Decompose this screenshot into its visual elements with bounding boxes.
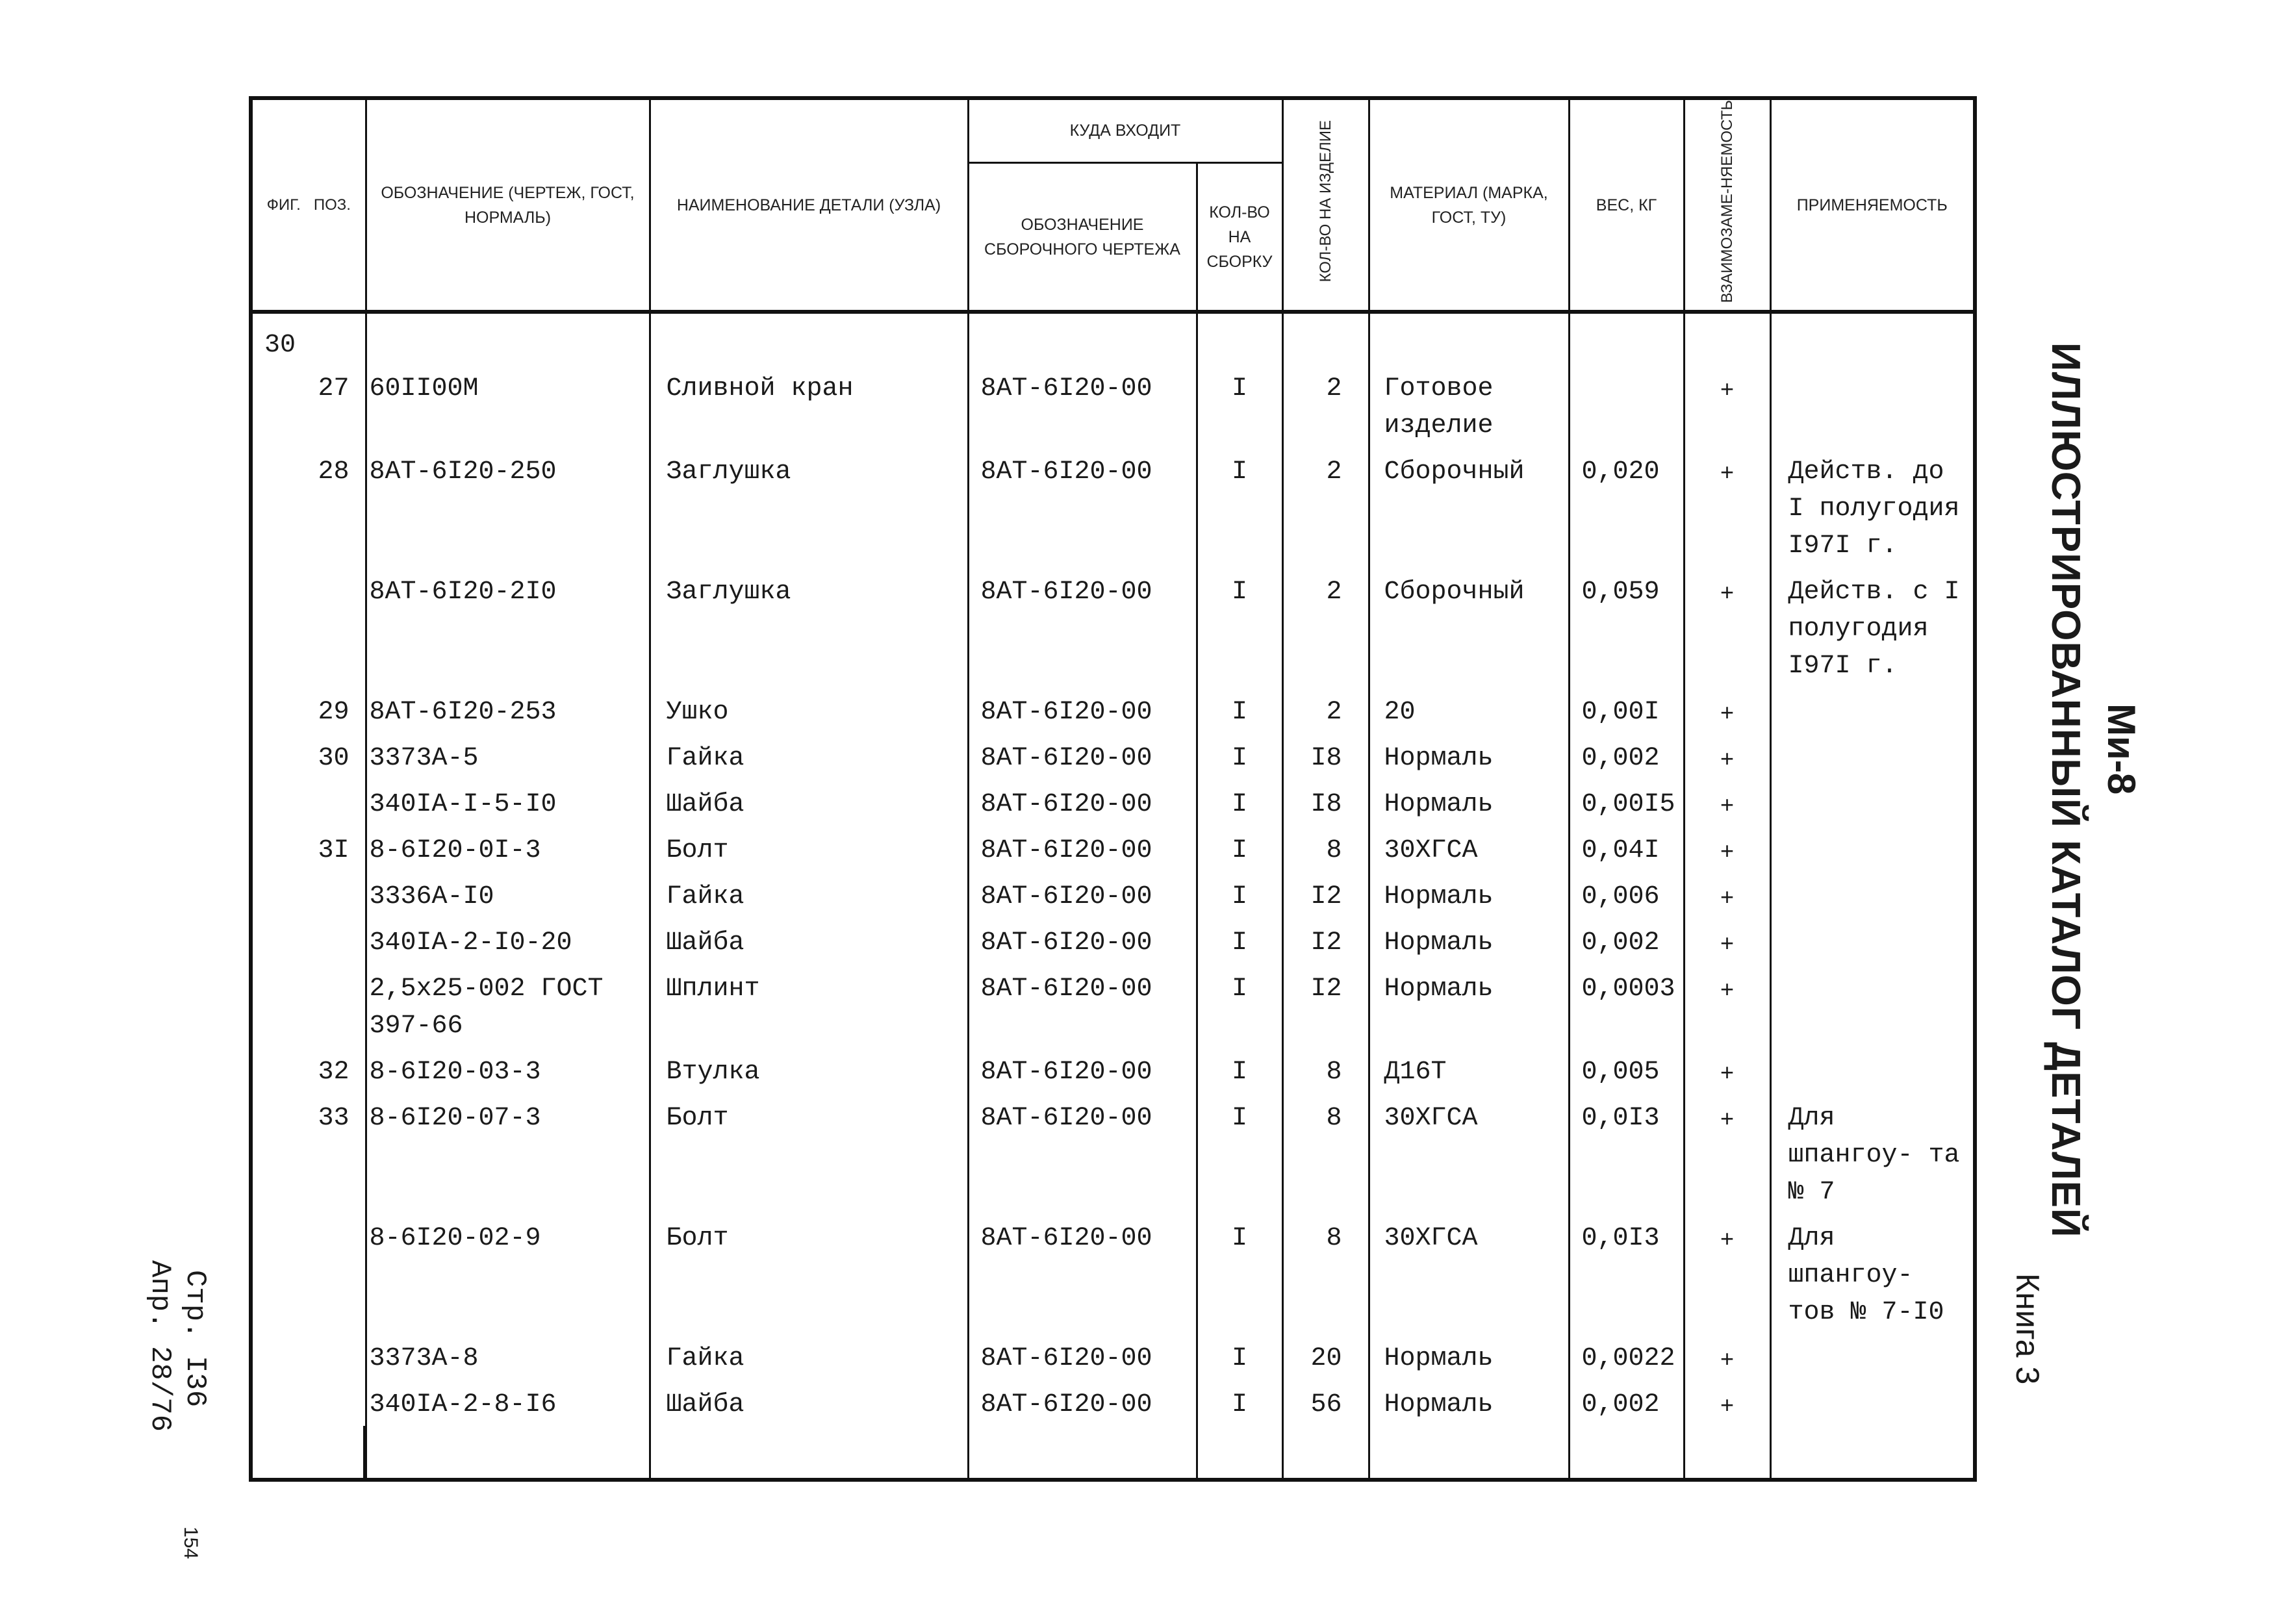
qty-assembly-cell: I: [1197, 1093, 1282, 1213]
qty-product-cell: 8: [1282, 826, 1369, 872]
applicability-cell: [1770, 1047, 1975, 1093]
material-cell: Нормаль: [1369, 918, 1569, 964]
interchange-cell: +: [1684, 872, 1770, 918]
qty-product-cell: I2: [1282, 918, 1369, 964]
weight-cell: [1569, 364, 1684, 447]
table-row: [251, 826, 1975, 872]
table-row: [251, 687, 1975, 733]
interchange-cell: +: [1684, 1093, 1770, 1213]
header-material: МАТЕРИАЛ (МАРКА, ГОСТ, ТУ): [1369, 98, 1569, 312]
applicability-cell: Действ. с I полугодия I97I г.: [1770, 567, 1975, 687]
designation-cell: 8-6I20-03-3: [366, 1047, 650, 1093]
applicability-cell: [1770, 733, 1975, 780]
qty-product-cell: 8: [1282, 1093, 1369, 1213]
qty-product-cell: 2: [1282, 447, 1369, 567]
qty-assembly-cell: I: [1197, 567, 1282, 687]
header-fig-pos: [251, 98, 366, 312]
weight-cell: 0,00I: [1569, 687, 1684, 733]
qty-assembly-cell: I: [1197, 1047, 1282, 1093]
qty-assembly-cell: I: [1197, 733, 1282, 780]
material-cell: Нормаль: [1369, 1380, 1569, 1426]
material-cell: Готовое изделие: [1369, 364, 1569, 447]
weight-cell: 0,0022: [1569, 1334, 1684, 1380]
interchange-cell: +: [1684, 780, 1770, 826]
assembly-drawing-cell: 8AT-6I20-00: [968, 964, 1197, 1047]
interchange-cell: +: [1684, 1213, 1770, 1334]
applicability-cell: [1770, 687, 1975, 733]
weight-cell: 0,005: [1569, 1047, 1684, 1093]
interchange-cell: +: [1684, 1047, 1770, 1093]
name-cell: Шайба: [650, 780, 968, 826]
material-cell: Сборочный: [1369, 447, 1569, 567]
assembly-drawing-cell: 8AT-6I20-00: [968, 780, 1197, 826]
position-cell: 28: [251, 447, 366, 567]
qty-product-cell: 56: [1282, 1380, 1369, 1426]
name-cell: Заглушка: [650, 567, 968, 687]
designation-cell: 8AT-6I20-253: [366, 687, 650, 733]
position-cell: [251, 567, 366, 687]
applicability-cell: [1770, 964, 1975, 1047]
book-number: Книга 3: [2009, 1273, 2046, 1385]
qty-product-cell: 2: [1282, 364, 1369, 447]
header-weight: ВЕС, КГ: [1569, 98, 1684, 312]
assembly-drawing-cell: 8AT-6I20-00: [968, 733, 1197, 780]
table-row: [251, 1213, 1975, 1334]
header-qty-product: [1282, 98, 1369, 312]
position-cell: [251, 964, 366, 1047]
material-cell: Нормаль: [1369, 1334, 1569, 1380]
interchange-cell: +: [1684, 567, 1770, 687]
material-cell: 30ХГСА: [1369, 1213, 1569, 1334]
weight-cell: 0,002: [1569, 1380, 1684, 1426]
interchange-cell: +: [1684, 918, 1770, 964]
weight-cell: 0,020: [1569, 447, 1684, 567]
table-row: [251, 872, 1975, 918]
interchange-cell: +: [1684, 364, 1770, 447]
interchange-cell: +: [1684, 826, 1770, 872]
name-cell: Сливной кран: [650, 364, 968, 447]
material-cell: Нормаль: [1369, 780, 1569, 826]
table-row: [251, 364, 1975, 447]
table-row: [251, 447, 1975, 567]
name-cell: Болт: [650, 1093, 968, 1213]
parts-catalog-table: [249, 96, 1977, 1482]
header-interchange: [1684, 98, 1770, 312]
position-cell: [251, 918, 366, 964]
assembly-drawing-cell: 8AT-6I20-00: [968, 364, 1197, 447]
header-designation: ОБОЗНАЧЕНИЕ (ЧЕРТЕЖ, ГОСТ, НОРМАЛЬ): [366, 98, 650, 312]
applicability-cell: [1770, 872, 1975, 918]
designation-cell: 8-6I20-0I-3: [366, 826, 650, 872]
qty-assembly-cell: I: [1197, 364, 1282, 447]
interchange-cell: +: [1684, 1334, 1770, 1380]
table-row: [251, 964, 1975, 1047]
weight-cell: 0,002: [1569, 733, 1684, 780]
assembly-drawing-cell: 8AT-6I20-00: [968, 1213, 1197, 1334]
fig-row: [251, 312, 1975, 364]
name-cell: Шайба: [650, 918, 968, 964]
qty-product-cell: 2: [1282, 687, 1369, 733]
name-cell: Шайба: [650, 1380, 968, 1426]
weight-cell: 0,04I: [1569, 826, 1684, 872]
material-cell: 30ХГСА: [1369, 826, 1569, 872]
qty-assembly-cell: I: [1197, 872, 1282, 918]
designation-cell: 340IA-2-I0-20: [366, 918, 650, 964]
name-cell: Гайка: [650, 733, 968, 780]
qty-product-cell: 2: [1282, 567, 1369, 687]
name-cell: Гайка: [650, 1334, 968, 1380]
weight-cell: 0,0I3: [1569, 1213, 1684, 1334]
position-cell: [251, 780, 366, 826]
weight-cell: 0,0003: [1569, 964, 1684, 1047]
position-cell: 3I: [251, 826, 366, 872]
header-name: НАИМЕНОВАНИЕ ДЕТАЛИ (УЗЛА): [650, 98, 968, 312]
header-pos: ПОЗ.: [313, 196, 351, 214]
designation-cell: 8AT-6I20-2I0: [366, 567, 650, 687]
weight-cell: 0,002: [1569, 918, 1684, 964]
qty-assembly-cell: I: [1197, 780, 1282, 826]
header-assembly-drawing: ОБОЗНАЧЕНИЕ СБОРОЧНОГО ЧЕРТЕЖА: [968, 162, 1197, 312]
header-interchange-text: ВЗАИМОЗАМЕ-НЯЕМОСТЬ: [1718, 100, 1736, 303]
designation-cell: 8-6I20-07-3: [366, 1093, 650, 1213]
applicability-cell: [1770, 1334, 1975, 1380]
material-cell: Сборочный: [1369, 567, 1569, 687]
header-qty-assembly: КОЛ-ВО НА СБОРКУ: [1197, 162, 1282, 312]
qty-assembly-cell: I: [1197, 1380, 1282, 1426]
table-body: [251, 312, 1975, 1480]
page-reference: Стр. I36: [179, 1270, 211, 1408]
name-cell: Заглушка: [650, 447, 968, 567]
qty-assembly-cell: I: [1197, 918, 1282, 964]
applicability-cell: [1770, 1380, 1975, 1426]
assembly-drawing-cell: 8AT-6I20-00: [968, 567, 1197, 687]
weight-cell: 0,00I5: [1569, 780, 1684, 826]
position-cell: [251, 1334, 366, 1380]
position-cell: [251, 872, 366, 918]
interchange-cell: +: [1684, 733, 1770, 780]
designation-cell: 3373A-5: [366, 733, 650, 780]
assembly-drawing-cell: 8AT-6I20-00: [968, 1047, 1197, 1093]
qty-assembly-cell: I: [1197, 447, 1282, 567]
position-cell: [251, 1213, 366, 1334]
table-row: [251, 1380, 1975, 1426]
name-cell: Гайка: [650, 872, 968, 918]
material-cell: Нормаль: [1369, 733, 1569, 780]
position-cell: 32: [251, 1047, 366, 1093]
position-cell: 27: [251, 364, 366, 447]
assembly-drawing-cell: 8AT-6I20-00: [968, 1093, 1197, 1213]
table-row: [251, 567, 1975, 687]
assembly-drawing-cell: 8AT-6I20-00: [968, 687, 1197, 733]
interchange-cell: +: [1684, 1380, 1770, 1426]
name-cell: Шплинт: [650, 964, 968, 1047]
applicability-cell: [1770, 826, 1975, 872]
assembly-drawing-cell: 8AT-6I20-00: [968, 1380, 1197, 1426]
catalog-title: ИЛЛЮСТРИРОВАННЫЙ КАТАЛОГ ДЕТАЛЕЙ: [2043, 342, 2088, 1238]
qty-product-cell: 20: [1282, 1334, 1369, 1380]
material-cell: Д16Т: [1369, 1047, 1569, 1093]
assembly-drawing-cell: 8AT-6I20-00: [968, 1334, 1197, 1380]
qty-assembly-cell: I: [1197, 826, 1282, 872]
header-qty-product-text: КОЛ-ВО НА ИЗДЕЛИЕ: [1316, 120, 1334, 283]
qty-product-cell: I8: [1282, 780, 1369, 826]
table-row: [251, 1334, 1975, 1380]
position-cell: [251, 1380, 366, 1426]
assembly-drawing-cell: 8AT-6I20-00: [968, 826, 1197, 872]
applicability-cell: [1770, 364, 1975, 447]
table-row: [251, 1093, 1975, 1213]
material-cell: Нормаль: [1369, 964, 1569, 1047]
aircraft-model-title: Ми-8: [2100, 704, 2143, 795]
interchange-cell: +: [1684, 687, 1770, 733]
name-cell: Ушко: [650, 687, 968, 733]
qty-product-cell: 8: [1282, 1047, 1369, 1093]
material-cell: 30ХГСА: [1369, 1093, 1569, 1213]
qty-product-cell: 8: [1282, 1213, 1369, 1334]
designation-cell: 8-6I20-02-9: [366, 1213, 650, 1334]
applicability-cell: Для шпангоу- тов № 7-I0: [1770, 1213, 1975, 1334]
assembly-drawing-cell: 8AT-6I20-00: [968, 872, 1197, 918]
applicability-cell: [1770, 780, 1975, 826]
qty-assembly-cell: I: [1197, 1334, 1282, 1380]
material-cell: 20: [1369, 687, 1569, 733]
qty-assembly-cell: I: [1197, 964, 1282, 1047]
header-applicability: ПРИМЕНЯЕМОСТЬ: [1770, 98, 1975, 312]
weight-cell: 0,059: [1569, 567, 1684, 687]
weight-cell: 0,006: [1569, 872, 1684, 918]
assembly-drawing-cell: 8AT-6I20-00: [968, 447, 1197, 567]
position-cell: 30: [251, 733, 366, 780]
table-filler-row: [251, 1426, 1975, 1480]
table-row: [251, 1047, 1975, 1093]
material-cell: Нормаль: [1369, 872, 1569, 918]
interchange-cell: +: [1684, 964, 1770, 1047]
name-cell: Болт: [650, 1213, 968, 1334]
qty-product-cell: I2: [1282, 964, 1369, 1047]
designation-cell: 3336A-I0: [366, 872, 650, 918]
qty-product-cell: I8: [1282, 733, 1369, 780]
applicability-cell: [1770, 918, 1975, 964]
interchange-cell: +: [1684, 447, 1770, 567]
designation-cell: 3373A-8: [366, 1334, 650, 1380]
weight-cell: 0,0I3: [1569, 1093, 1684, 1213]
assembly-drawing-cell: 8AT-6I20-00: [968, 918, 1197, 964]
fig-number: 30: [251, 312, 366, 364]
table-row: [251, 733, 1975, 780]
position-cell: 29: [251, 687, 366, 733]
name-cell: Втулка: [650, 1047, 968, 1093]
qty-assembly-cell: I: [1197, 1213, 1282, 1334]
qty-product-cell: I2: [1282, 872, 1369, 918]
designation-cell: 340IA-2-8-I6: [366, 1380, 650, 1426]
sheet-number: 154: [180, 1527, 201, 1560]
designation-cell: 340IA-I-5-I0: [366, 780, 650, 826]
header-where-used: КУДА ВХОДИТ: [968, 98, 1282, 162]
designation-cell: 8AT-6I20-250: [366, 447, 650, 567]
applicability-cell: Для шпангоу- та № 7: [1770, 1093, 1975, 1213]
header-fig: ФИГ.: [266, 196, 301, 214]
table-row: [251, 918, 1975, 964]
designation-cell: 60II00M: [366, 364, 650, 447]
name-cell: Болт: [650, 826, 968, 872]
designation-cell: 2,5x25-002 ГОСТ 397-66: [366, 964, 650, 1047]
applicability-cell: Действ. до I полугодия I97I г.: [1770, 447, 1975, 567]
table-row: [251, 780, 1975, 826]
position-cell: 33: [251, 1093, 366, 1213]
approval-reference: Апр. 28/76: [144, 1260, 176, 1432]
qty-assembly-cell: I: [1197, 687, 1282, 733]
table-header: [251, 98, 1975, 312]
